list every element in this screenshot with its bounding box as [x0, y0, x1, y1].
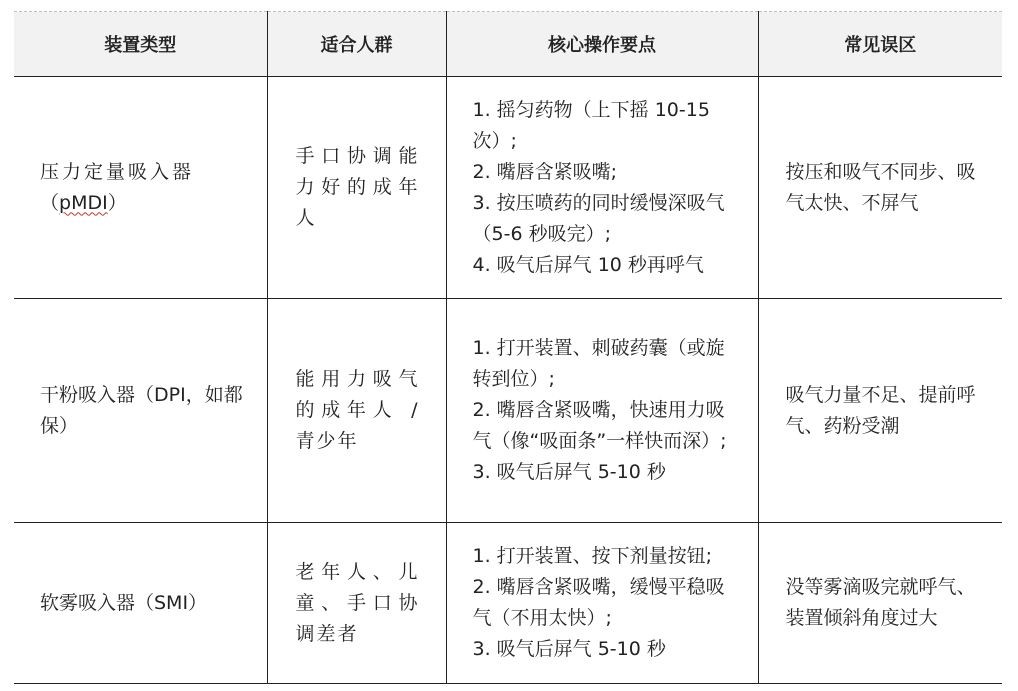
mistakes-text: 按压和吸气不同步、吸气太快、不屏气 — [785, 160, 976, 214]
common-mistakes-cell — [758, 299, 1002, 523]
device-name: 干粉吸入器（DPI，如都保） — [40, 383, 243, 437]
table-row — [14, 299, 1002, 523]
device-type-cell — [14, 299, 267, 523]
device-name: 软雾吸入器（SMI） — [40, 591, 208, 614]
key-steps-cell — [446, 77, 758, 299]
step-item: 3. 吸气后屏气 5-10 秒 — [472, 461, 666, 483]
step-item: 2. 嘴唇含紧吸嘴，快速用力吸气（像“吸面条”一样快而深）; — [472, 399, 727, 452]
mistakes-text: 没等雾滴吸完就呼气、装置倾斜角度过大 — [785, 576, 976, 629]
device-type-cell — [14, 77, 267, 299]
step-item: 1. 摇匀药物（上下摇 10-15次）; — [472, 98, 710, 152]
mistakes-text: 吸气力量不足、提前呼气、药粉受潮 — [785, 383, 976, 437]
device-name: 压力定量吸入器 — [40, 160, 195, 183]
device-code: （pMDI） — [40, 191, 127, 214]
suitable-people-cell — [267, 523, 446, 684]
step-item: 3. 吸气后屏气 5-10 秒 — [472, 638, 666, 660]
step-item: 2. 嘴唇含紧吸嘴，缓慢平稳吸气（不用太快）; — [472, 576, 725, 629]
step-item: 3. 按压喷药的同时缓慢深吸气（5-6 秒吸完）; — [472, 191, 725, 245]
table-row — [14, 523, 1002, 684]
suitable-people-cell — [267, 77, 446, 299]
key-steps-cell — [446, 299, 758, 523]
header-common-mistakes: 常见误区 — [758, 12, 1002, 77]
suitable-people-cell — [267, 299, 446, 523]
inhaler-comparison-table — [14, 11, 1002, 684]
table-header-row — [14, 12, 1002, 77]
common-mistakes-cell — [758, 77, 1002, 299]
header-suitable-people: 适合人群 — [267, 12, 446, 77]
step-item: 1. 打开装置、刺破药囊（或旋转到位）; — [472, 337, 725, 390]
suitable-people-text: 老年人、儿童、手口协调差者 — [295, 560, 420, 645]
step-item: 1. 打开装置、按下剂量按钮; — [472, 545, 713, 567]
table-row — [14, 77, 1002, 299]
device-type-cell — [14, 523, 267, 684]
key-steps-cell — [446, 523, 758, 684]
header-device-type: 装置类型 — [14, 12, 267, 77]
common-mistakes-cell — [758, 523, 1002, 684]
device-code-abbr: pMDI — [59, 191, 108, 214]
header-key-steps: 核心操作要点 — [446, 12, 758, 77]
suitable-people-text: 手口协调能力好的成年人 — [295, 145, 420, 229]
step-item: 4. 吸气后屏气 10 秒再呼气 — [472, 253, 704, 276]
table — [14, 11, 1002, 684]
suitable-people-text: 能用力吸气的成年人 / 青少年 — [295, 368, 420, 452]
step-item: 2. 嘴唇含紧吸嘴; — [472, 160, 618, 183]
